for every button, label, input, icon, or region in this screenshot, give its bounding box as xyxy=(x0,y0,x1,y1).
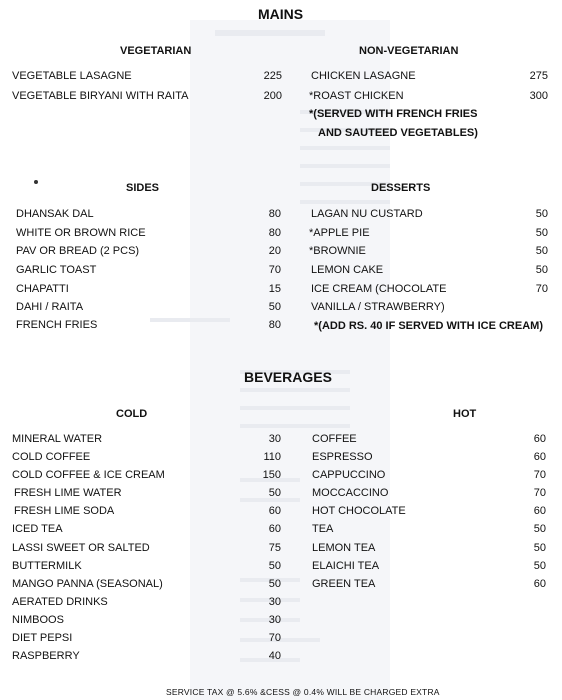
menu-item-price: 80 xyxy=(268,208,281,220)
menu-item-price: 50 xyxy=(535,245,548,257)
service-tax-note: SERVICE TAX @ 5.6% &CESS @ 0.4% WILL BE CHARGED EXTRA xyxy=(166,687,440,697)
menu-item-price: 60 xyxy=(533,505,546,517)
menu-item-price: 50 xyxy=(268,301,281,313)
menu-item-name: VEGETABLE BIRYANI WITH RAITA xyxy=(12,90,189,102)
menu-item-name: *ROAST CHICKEN xyxy=(309,90,404,102)
menu-item-name: CAPPUCCINO xyxy=(312,469,386,481)
menu-item-name: AERATED DRINKS xyxy=(12,596,108,608)
menu-item-price: 50 xyxy=(535,227,548,239)
menu-item-name: FRESH LIME SODA xyxy=(14,505,115,517)
menu-item-name: DHANSAK DAL xyxy=(16,208,94,220)
vegetarian-heading: VEGETARIAN xyxy=(120,45,192,57)
menu-item-name: LASSI SWEET OR SALTED xyxy=(12,542,150,554)
menu-item-price: 300 xyxy=(529,90,548,102)
menu-item-price: 60 xyxy=(533,433,546,445)
menu-item-price: 50 xyxy=(533,542,546,554)
menu-item-price: 15 xyxy=(268,283,281,295)
menu-item-name: NIMBOOS xyxy=(12,614,64,626)
menu-item-price: 80 xyxy=(268,227,281,239)
menu-item-price: 275 xyxy=(529,70,548,82)
menu-item-name: *APPLE PIE xyxy=(309,227,370,239)
non-vegetarian-heading: NON-VEGETARIAN xyxy=(359,45,459,57)
menu-item-name: FRESH LIME WATER xyxy=(14,487,122,499)
menu-item-price: 50 xyxy=(268,560,281,572)
menu-item-name: ICE CREAM (CHOCOLATE xyxy=(311,283,447,295)
menu-item-name: HOT CHOCOLATE xyxy=(312,505,406,517)
menu-item-name: CHICKEN LASAGNE xyxy=(311,70,416,82)
menu-item-price: 110 xyxy=(263,451,281,463)
menu-item-name: GREEN TEA xyxy=(312,578,376,590)
menu-item-price: 50 xyxy=(533,560,546,572)
menu-item-price: 60 xyxy=(533,578,546,590)
dessert-ice-cream-note: *(ADD RS. 40 IF SERVED WITH ICE CREAM) xyxy=(314,320,543,332)
roast-chicken-note: *(SERVED WITH FRENCH FRIES xyxy=(309,108,478,120)
menu-item-name: VANILLA / STRAWBERRY) xyxy=(311,301,445,313)
menu-item-name: FRENCH FRIES xyxy=(16,319,98,331)
beverages-title: BEVERAGES xyxy=(244,369,332,385)
menu-item-price: 75 xyxy=(268,542,281,554)
menu-item-name: MINERAL WATER xyxy=(12,433,103,445)
cold-heading: COLD xyxy=(116,408,148,420)
menu-item-price: 200 xyxy=(263,90,282,102)
desserts-heading: DESSERTS xyxy=(371,182,431,194)
menu-item-price: 80 xyxy=(268,319,281,331)
menu-item-name: *BROWNIE xyxy=(309,245,366,257)
menu-item-price: 70 xyxy=(535,283,548,295)
menu-item-price: 50 xyxy=(268,578,281,590)
menu-item-price: 70 xyxy=(533,469,546,481)
menu-item-price: 30 xyxy=(268,596,281,608)
menu-item-price: 70 xyxy=(268,632,281,644)
stray-dot xyxy=(34,180,38,184)
menu-item-price: 40 xyxy=(268,650,281,662)
menu-item-name: MANGO PANNA (SEASONAL) xyxy=(12,578,163,590)
menu-item-name: ELAICHI TEA xyxy=(312,560,380,572)
menu-item-price: 50 xyxy=(533,523,546,535)
menu-item-name: DAHI / RAITA xyxy=(16,301,84,313)
menu-item-name: LEMON TEA xyxy=(312,542,376,554)
menu-item-name: PAV OR BREAD (2 PCS) xyxy=(16,245,140,257)
menu-item-price: 70 xyxy=(268,264,281,276)
menu-item-name: ICED TEA xyxy=(12,523,63,535)
menu-item-price: 225 xyxy=(263,70,282,82)
menu-item-price: 30 xyxy=(268,433,281,445)
menu-item-price: 60 xyxy=(533,451,546,463)
menu-item-name: CHAPATTI xyxy=(16,283,69,295)
menu-item-name: RASPBERRY xyxy=(12,650,80,662)
mains-title: MAINS xyxy=(258,6,304,22)
menu-item-name: DIET PEPSI xyxy=(12,632,73,644)
menu-item-name: BUTTERMILK xyxy=(12,560,82,572)
menu-item-name: VEGETABLE LASAGNE xyxy=(12,70,132,82)
menu-item-name: COLD COFFEE xyxy=(12,451,91,463)
menu-item-name: TEA xyxy=(312,523,334,535)
menu-item-price: 60 xyxy=(268,523,281,535)
menu-item-price: 70 xyxy=(533,487,546,499)
menu-item-price: 50 xyxy=(535,264,548,276)
menu-item-name: COLD COFFEE & ICE CREAM xyxy=(12,469,165,481)
menu-item-name: GARLIC TOAST xyxy=(16,264,97,276)
sides-heading: SIDES xyxy=(126,182,160,194)
menu-item-price: 20 xyxy=(268,245,281,257)
menu-item-name: MOCCACCINO xyxy=(312,487,389,499)
menu-item-price: 50 xyxy=(268,487,281,499)
menu-item-name: LEMON CAKE xyxy=(311,264,384,276)
menu-item-name: WHITE OR BROWN RICE xyxy=(16,227,146,239)
menu-item-price: 50 xyxy=(535,208,548,220)
menu-item-price: 150 xyxy=(262,469,281,481)
menu-item-price: 60 xyxy=(268,505,281,517)
menu-item-name: COFFEE xyxy=(312,433,357,445)
menu-item-name: LAGAN NU CUSTARD xyxy=(311,208,423,220)
hot-heading: HOT xyxy=(453,408,477,420)
roast-chicken-note: AND SAUTEED VEGETABLES) xyxy=(318,127,478,139)
menu-item-name: ESPRESSO xyxy=(312,451,373,463)
menu-item-price: 30 xyxy=(268,614,281,626)
